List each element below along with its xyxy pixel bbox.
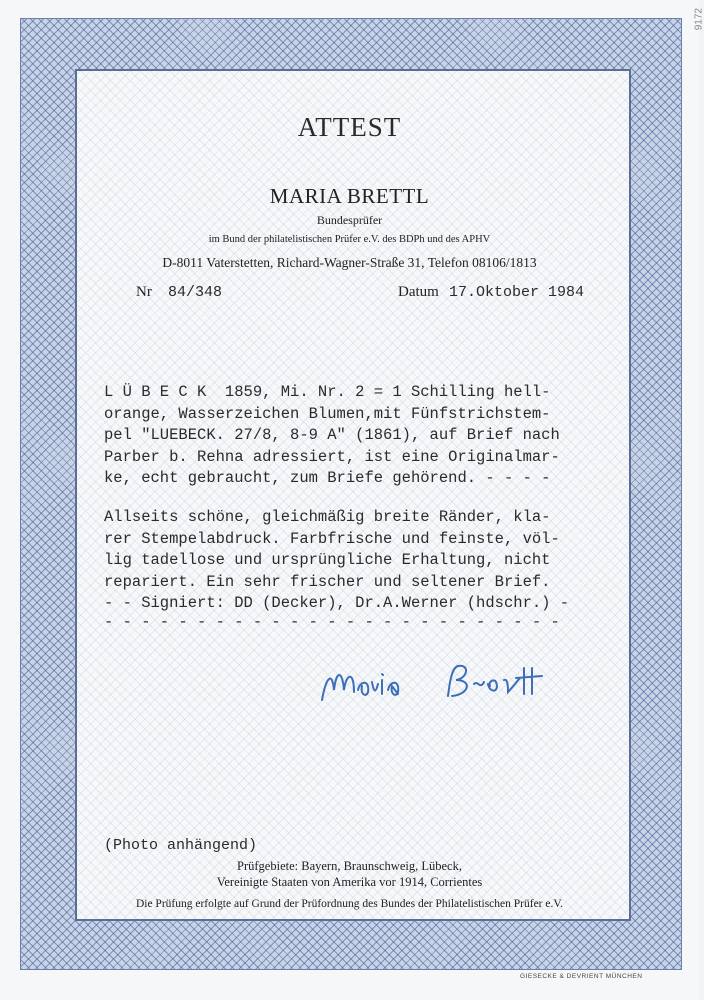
footer-statement: Die Prüfung erfolgte auf Grund der Prüfordnung des Bundes der Philatelistischen Prüfer e.V. [135, 898, 564, 910]
certificate-date-label: Datum [398, 284, 439, 300]
photo-note: (Photo anhängend) [104, 837, 258, 854]
examiner-address: D-8011 Vaterstetten, Richard-Wagner-Straße 31, Telefon 08106/1813 [162, 255, 537, 270]
examiner-name: MARIA BRETTL [269, 184, 430, 208]
exam-areas-line-1: Prüfgebiete: Bayern, Braunschweig, Lübeck, [237, 859, 462, 873]
handwritten-signature [318, 660, 548, 712]
printer-imprint: GIESECKE & DEVRIENT MÜNCHEN [520, 973, 643, 980]
condition-paragraph: Allseits schöne, gleichmäßig breite Ränder, kla- rer Stempelabdruck. Farbfrische und feinste, völ- lig tadellose und ursprüngliche Erhaltung, nicht repariert. Ein sehr frischer und seltener Brief. - - Signiert: DD (Decker), Dr.A.Werner (hdschr.) - [104, 508, 570, 612]
certificate-date: 17.Oktober 1984 [449, 284, 585, 301]
dash-separator: - - - - - - - - - - - - - - - - - - - - - - - - - [104, 613, 560, 631]
certificate-number-label: Nr [136, 284, 152, 300]
margin-note: 9172 [693, 8, 704, 31]
examiner-association: im Bund der philatelistischen Prüfer e.V. des BDPh und des APHV [208, 234, 491, 245]
guilloche-border [20, 18, 682, 970]
exam-areas-line-2: Vereinigte Staaten von Amerika vor 1914, Corrientes [216, 875, 483, 889]
certificate-number: 84/348 [168, 284, 223, 301]
exam-areas [0, 858, 699, 890]
description-paragraph: L Ü B E C K 1859, Mi. Nr. 2 = 1 Schilling hell- orange, Wasserzeichen Blumen,mit Fünfstrichstem- pel "LUEBECK. 27/8, 8-9 A" (1861), auf Brief nach Parber b. Rehna adressiert, ist eine Originalmar- ke, echt gebraucht, zum Briefe gehörend. - - - - [104, 383, 560, 487]
certificate-title: ATTEST [297, 112, 402, 142]
examiner-role: Bundesprüfer [316, 213, 383, 227]
